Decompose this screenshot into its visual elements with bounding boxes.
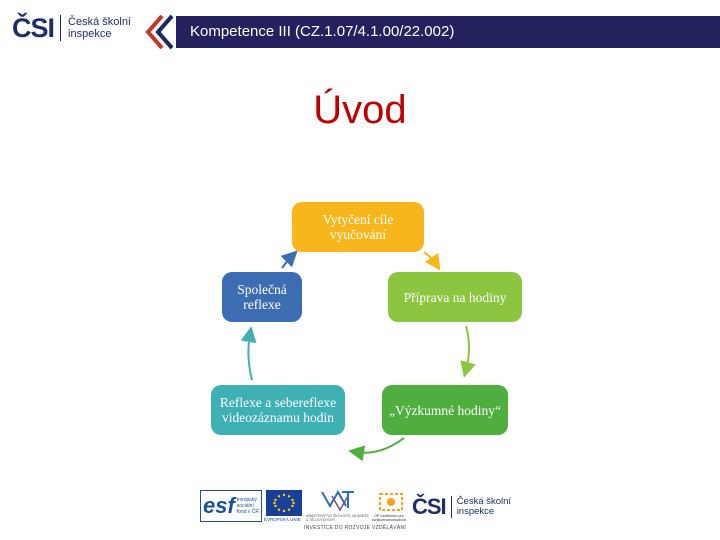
csi-small-separator bbox=[451, 496, 452, 518]
csi-small-line1: Česká školní bbox=[456, 496, 512, 507]
arrow-research-to-reflex bbox=[356, 438, 404, 453]
esf-logo-text bbox=[237, 497, 259, 515]
eu-flag-icon bbox=[266, 490, 302, 516]
esf-logo bbox=[200, 490, 262, 522]
slide-title: Úvod bbox=[313, 88, 407, 132]
csi-small-mark: ČSI bbox=[412, 494, 446, 519]
footer-logos bbox=[200, 488, 520, 536]
op-text: OP Vzdělávání pro konkurenceschopnost bbox=[371, 514, 407, 522]
cycle-step-joint-reflection: Společná reflexe bbox=[222, 272, 302, 322]
eu-text: EVROPSKÁ UNIE bbox=[264, 517, 301, 522]
csi-small-text bbox=[457, 497, 511, 517]
csi-logo-line1: Česká školní bbox=[68, 16, 131, 28]
esf-text-line2: sociální bbox=[236, 503, 254, 509]
arrow-prep-to-research bbox=[466, 326, 469, 370]
esf-logo-mark: esf bbox=[203, 493, 235, 518]
csi-logo-line2: inspekce bbox=[68, 28, 112, 40]
esf-text-line1: evropský bbox=[236, 497, 257, 503]
msmt-text: MINISTERSTVO ŠKOLSTVÍ, MLÁDEŽE A TĚLOVÝCHOVY bbox=[306, 514, 369, 522]
cycle-step-research-lessons: „Výzkumné hodiny“ bbox=[382, 385, 508, 435]
cycle-step-preparation: Příprava na hodiny bbox=[388, 272, 522, 322]
footer-caption: INVESTICE DO ROZVOJE VZDĚLÁVÁNÍ bbox=[304, 525, 407, 531]
csi-small-line2: inspekce bbox=[456, 506, 495, 517]
csi-logo-small bbox=[412, 494, 511, 520]
esf-text-line3: fond v ČR bbox=[236, 509, 260, 515]
arrow-joint-to-goal bbox=[282, 256, 292, 268]
arrow-reflex-to-joint bbox=[248, 334, 252, 380]
arrow-goal-to-prep bbox=[424, 252, 436, 264]
header-title-bar: Kompetence III (CZ.1.07/4.1.00/22.002) bbox=[176, 16, 720, 48]
cycle-step-goal-setting: Vytyčení cíle vyučování bbox=[292, 202, 424, 252]
cycle-step-video-reflection: Reflexe a sebereflexe videozáznamu hodin bbox=[211, 385, 345, 435]
csi-logo-mark: ČSI bbox=[12, 12, 55, 43]
msmt-logo-icon bbox=[318, 488, 358, 516]
